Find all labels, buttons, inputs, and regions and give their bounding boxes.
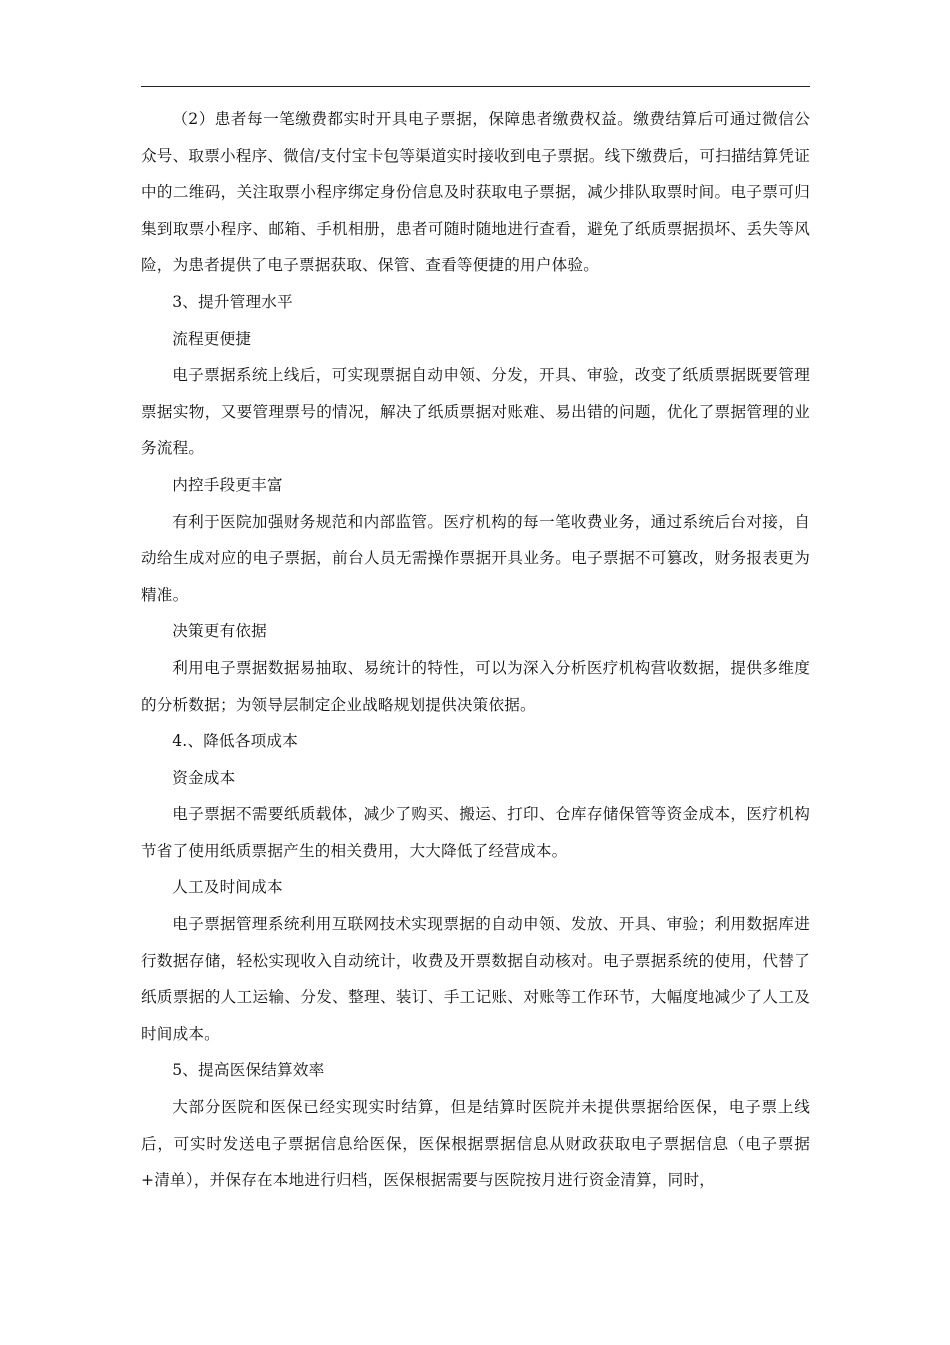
document-body (141, 101, 810, 1199)
subheading-process: 流程更便捷 (172, 329, 252, 348)
paragraph-capital-cost: 电子票据不需要纸质载体，减少了购买、搬运、打印、仓库存储保管等资金成本，医疗机构节省了使用纸质票据产生的相关费用，大大降低了经营成本。 (141, 805, 810, 860)
heading-reduce-costs: 4.、降低各项成本 (172, 732, 299, 751)
paragraph-ebill-patient-benefits: （2）患者每一笔缴费都实时开具电子票据，保障患者缴费权益。缴费结算后可通过微信公众号、取票小程序、微信/支付宝卡包等渠道实时接收到电子票据。线下缴费后，可扫描结算凭证中的二维码，关注取票小程序绑定身份信息及时获取电子票据，减少排队取票时间。电子票可归集到取票小程序、邮箱、手机相册，患者可随时随地进行查看，避免了纸质票据损坏、丢失等风险，为患者提供了电子票据获取、保管、查看等便捷的用户体验。 (141, 110, 810, 275)
paragraph-internal-control: 有利于医院加强财务规范和内部监管。医疗机构的每一笔收费业务，通过系统后台对接，自动给生成对应的电子票据，前台人员无需操作票据开具业务。电子票据不可篡改，财务报表更为精准。 (141, 512, 810, 604)
heading-improve-management: 3、提升管理水平 (172, 292, 293, 311)
subheading-decision: 决策更有依据 (172, 622, 267, 641)
paragraph-process: 电子票据系统上线后，可实现票据自动申领、分发，开具、审验，改变了纸质票据既要管理票据实物，又要管理票号的情况，解决了纸质票据对账难、易出错的问题，优化了票据管理的业务流程。 (141, 366, 810, 458)
paragraph-labor-time-cost: 电子票据管理系统利用互联网技术实现票据的自动申领、发放、开具、审验；利用数据库进行数据存储，轻松实现收入自动统计，收费及开票数据自动核对。电子票据系统的使用，代替了纸质票据的人工运输、分发、整理、装订、手工记账、对账等工作环节，大幅度地减少了人工及时间成本。 (141, 915, 810, 1043)
header-rule (141, 86, 810, 87)
subheading-labor-time-cost: 人工及时间成本 (172, 878, 283, 897)
heading-insurance-settlement: 5、提高医保结算效率 (172, 1061, 325, 1080)
subheading-capital-cost: 资金成本 (172, 768, 236, 787)
paragraph-decision: 利用电子票据数据易抽取、易统计的特性，可以为深入分析医疗机构营收数据，提供多维度的分析数据；为领导层制定企业战略规划提供决策依据。 (141, 658, 810, 714)
paragraph-insurance-settlement: 大部分医院和医保已经实现实时结算，但是结算时医院并未提供票据给医保，电子票上线后，可实时发送电子票据信息给医保，医保根据票据信息从财政获取电子票据信息（电子票据+清单），并保存在本地进行归档，医保根据需要与医院按月进行资金清算，同时， (141, 1098, 810, 1190)
subheading-internal-control: 内控手段更丰富 (172, 475, 283, 494)
